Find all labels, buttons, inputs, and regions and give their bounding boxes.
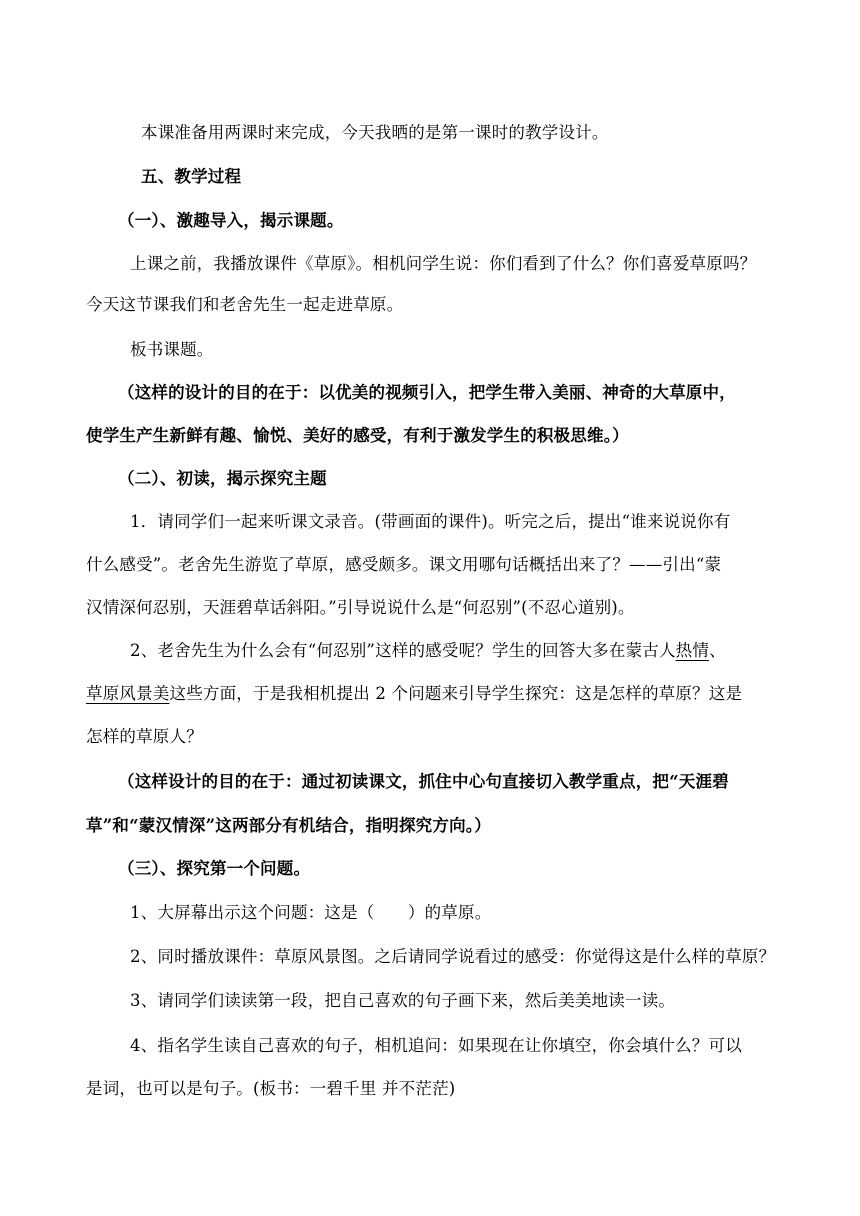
part3-item3: 3、请同学们读读第一段，把自己喜欢的句子画下来，然后美美地读一读。: [130, 991, 676, 1010]
part2-design-note-line: （这样设计的目的在于：通过初读课文，抓住中心句直接切入教学重点，把“天涯碧: [118, 772, 729, 791]
part3-item4-line: 是词，也可以是句子。(板书：一碧千里 并不茫茫): [86, 1079, 456, 1098]
part2-heading: （二）、初读，揭示探究主题: [118, 469, 327, 488]
part2-item2-text: 这些方面，于是我相机提出 2 个问题来引导学生探究：这是怎样的草原？这是: [169, 684, 743, 703]
part2-item2-text: 2、老舍先生为什么会有“何忍别”这样的感受呢？学生的回答大多在蒙古人: [130, 641, 676, 660]
part1-board-note: 板书课题。: [130, 340, 214, 359]
part1-design-note-line: （这样的设计的目的在于：以优美的视频引入，把学生带入美丽、神奇的大草原中，: [118, 383, 736, 402]
part2-item2-line: [0, 639, 860, 663]
part3-heading: （三）、探究第一个问题。: [118, 859, 311, 878]
part2-item1-line: 汉情深何忍别，天涯碧草话斜阳。”引导说说什么是“何忍别”(不忍心道别)。: [86, 598, 635, 617]
part2-item2-text: 、: [709, 641, 726, 660]
intro-paragraph: 本课准备用两课时来完成，今天我晒的是第一课时的教学设计。: [141, 123, 609, 142]
section-title-teaching-process: 五、教学过程: [141, 167, 242, 186]
part2-item1-line: 1．请同学们一起来听课文录音。(带画面的课件)。听完之后，提出“谁来说说你有: [130, 512, 731, 531]
underlined-phrase-warmth: 热情: [675, 641, 710, 660]
part1-paragraph-line: 今天这节课我们和老舍先生一起走进草原。: [86, 295, 404, 314]
underlined-phrase-scenery: 草原风景美: [86, 684, 170, 703]
part2-design-note-line: 草”和“蒙汉情深”这两部分有机结合，指明探究方向。）: [86, 816, 491, 835]
part3-item2: 2、同时播放课件：草原风景图。之后请同学说看过的感受：你觉得这是什么样的草原？: [130, 947, 776, 966]
part2-item2-line: 怎样的草原人？: [86, 727, 203, 746]
part2-item1-line: 什么感受”。老舍先生游览了草原，感受颇多。课文用哪句话概括出来了？——引出“蒙: [86, 555, 722, 574]
part1-heading: （一）、激趣导入，揭示课题。: [118, 211, 344, 230]
part2-item2-line: [0, 682, 860, 706]
part3-item1: 1、大屏幕出示这个问题：这是（ ）的草原。: [130, 903, 492, 922]
part1-design-note-line: 使学生产生新鲜有趣、愉悦、美好的感受，有利于激发学生的积极思维。）: [86, 426, 629, 445]
part3-item4-line: 4、指名学生读自己喜欢的句子，相机追问：如果现在让你填空，你会填什么？可以: [130, 1036, 742, 1055]
part1-paragraph-line: 上课之前，我播放课件《草原》。相机问学生说：你们看到了什么？你们喜爱草原吗？: [130, 254, 757, 273]
